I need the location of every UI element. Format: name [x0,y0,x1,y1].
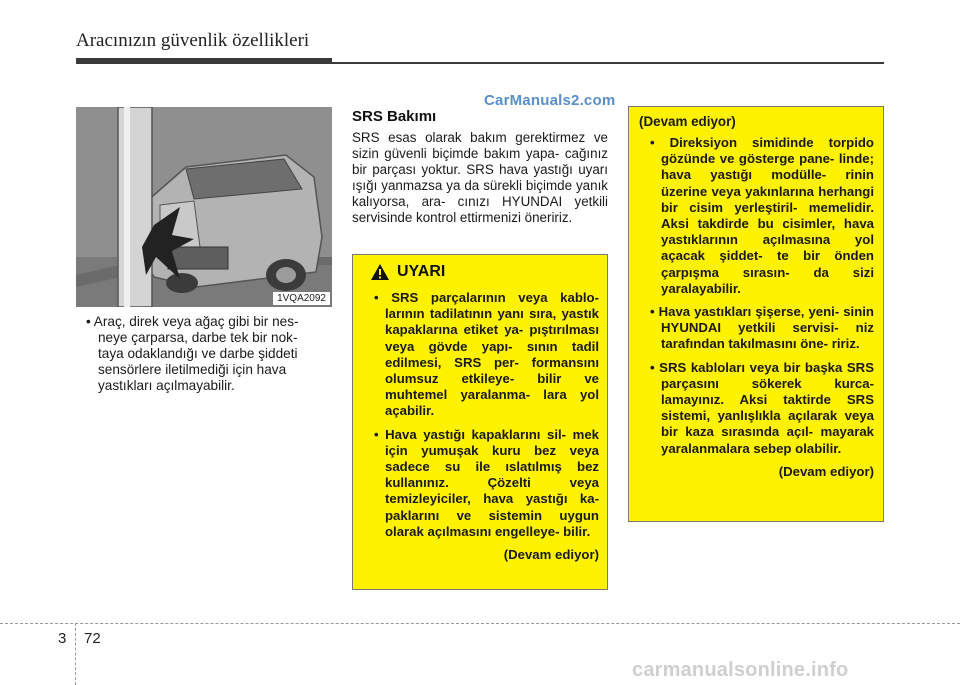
warning-title: UYARI [397,263,446,280]
pole-note-line: • Araç, direk veya ağaç gibi bir nes- [86,314,299,329]
pole-collision-illustration [76,107,332,307]
watermark-top[interactable]: CarManuals2.com [484,92,616,109]
srs-maintenance-heading: SRS Bakımı [352,108,437,125]
page-number: 72 [84,630,101,647]
srs-maintenance-body: SRS esas olarak bakım gerektirmez ve sizin güvenli biçimde bakım yapa- cağınız bir parçası yoktur. SRS hava yastığı uyarı ışığı yanmazsa ya da sürekli biçimde yanık kalıyorsa, ara- cınızı HYUNDAI yetkili servisinde kontrol ettirmenizi öneririz. [352,130,608,225]
warning-continued: (Devam ediyor) [503,547,599,563]
pole-note [76,314,332,394]
warning-title-row [363,263,599,281]
header-rule-thin [332,62,884,64]
warning-item: • SRS parçalarının veya kablo- larının tadilatının yanı sıra, yastık kapaklarına etiket ya- pıştırılması veya gövde yapı- sının tadil edilmesi, SRS per- formansını olumsuz etkileye- bilir ve muhtemel yaralanma- lara yol açabilir. [374,290,599,419]
continued-list [639,135,874,457]
continued-item: • Hava yastıkları şişerse, yeni- sinin HYUNDAI yetkili servisi- niz tarafından takılmasını öne- ririz. [650,304,874,352]
warning-triangle-icon [371,264,389,280]
warning-item: • Hava yastığı kapaklarını sil- mek için yumuşak kuru bez veya sadece su ile ıslatılmış bez kullanınız. Çözelti veya temizleyiciler, hava yastığı ka- paklarını ve sistemin uygun olarak açılmasını engelleye- bilir. [374,426,599,539]
footer-divider [75,623,76,685]
footer-rule [0,623,960,624]
warning-box [352,254,608,590]
section-number: 3 [58,630,67,647]
continued-heading: (Devam ediyor) [639,114,736,129]
continued-item: • Direksiyon simidinde torpido gözünde ve gösterge pane- linde; hava yastığı modülle- rinin üzerine veya yakınlarına herhangi bir cisim yerleştiril- memelidir. Aksi takdirde bu cisimler, hava yastıklarının açılmasına yol açacak şiddet- te bir önden çarpışma sırasın- da sizi yaralayabilir. [650,135,874,296]
continued-warning-box [628,106,884,522]
car-pole-image [76,107,332,307]
continued-item: • SRS kabloları veya bir başka SRS parçasını sökerek kurca- lamayınız. Aksi taktirde SRS sistemi, yanlışlıkla açılarak veya bir kaza sırasında açıl- mayarak yaralanmalara sebep olabilir. [650,359,874,456]
watermark-bottom[interactable]: carmanualsonline.info [632,659,849,681]
pole-note-line: yastıkları açılmayabilir. [98,378,235,393]
warning-list [363,290,599,540]
figure-code: 1VQA2092 [273,292,330,305]
pole-note-line: neye çarparsa, darbe tek bir nok- [98,330,298,345]
pole-note-line: taya odaklandığı ve darbe şiddeti [98,346,298,361]
page-header-title: Aracınızın güvenlik özellikleri [76,30,310,51]
pole-note-line: sensörlere iletilmediği için hava [98,362,287,377]
header-rule-thick [76,58,332,64]
continued-footer: (Devam ediyor) [778,463,874,479]
